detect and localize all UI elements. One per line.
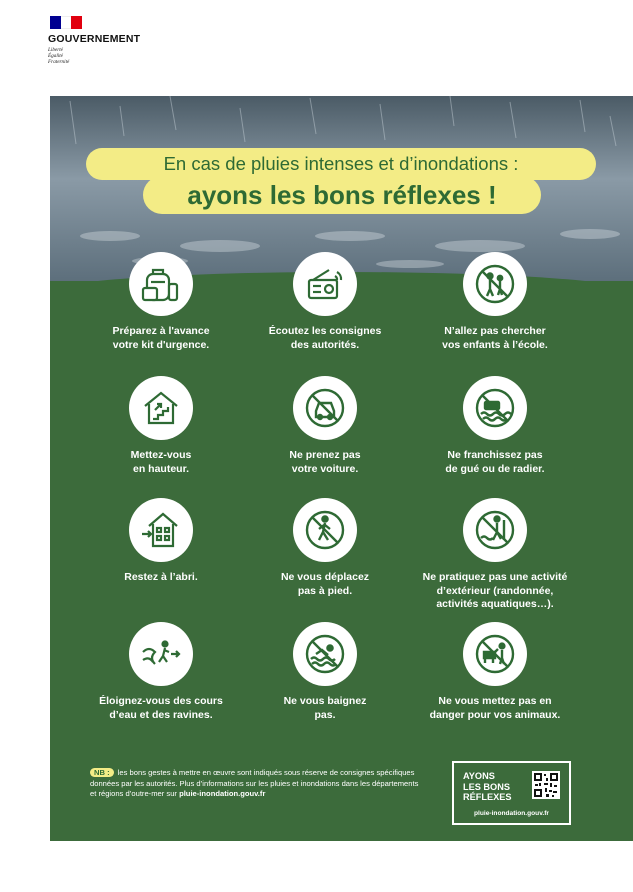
government-logo	[48, 16, 168, 66]
tile-label: Écoutez les consignes des autorités.	[268, 325, 382, 351]
no-animals-rescue-icon	[463, 622, 527, 686]
tile-shelter	[66, 498, 256, 585]
poster	[50, 96, 633, 841]
tile-no-swimming	[230, 622, 420, 722]
tile-label: Ne vous mettez pas en danger pour vos animaux.	[429, 695, 561, 721]
footnote-text: les bons gestes à mettre en œuvre sont indiqués sous réserve de consignes spécifiques données par les autorités. Plus d’informations sur les pluies et inondations dans les départements et régions d’outre-mer sur	[90, 768, 419, 798]
badge-title: AYONS LES BONS RÉFLEXES	[463, 771, 512, 802]
tile-label: Ne pratiquez pas une activité d’extérieur (randonnée, activités aquatiques…).	[422, 571, 568, 610]
tile-label: Éloignez-vous des cours d’eau et des ravines.	[99, 695, 223, 721]
title-line-1: En cas de pluies intenses et d’inondations :	[86, 148, 596, 180]
tile-away-river	[66, 622, 256, 722]
tile-no-ford	[400, 376, 590, 476]
tile-radio	[230, 252, 420, 352]
government-motto: Liberté Égalité Fraternité	[48, 47, 70, 66]
title-line-2: ayons les bons réflexes !	[143, 176, 541, 214]
away-from-river-icon	[129, 622, 193, 686]
tile-label: Ne vous déplacez pas à pied.	[280, 571, 370, 597]
tile-no-children	[400, 252, 590, 352]
shelter-icon	[129, 498, 193, 562]
radio-icon	[293, 252, 357, 316]
tile-no-outdoor	[400, 498, 590, 612]
nb-tag: NB :	[90, 768, 114, 777]
government-name: GOUVERNEMENT	[48, 33, 141, 45]
emergency-kit-icon	[129, 252, 193, 316]
no-walking-icon	[293, 498, 357, 562]
qr-code-icon[interactable]	[532, 771, 560, 799]
no-car-icon	[293, 376, 357, 440]
no-swimming-icon	[293, 622, 357, 686]
no-ford-crossing-icon	[463, 376, 527, 440]
marianne-flag-icon	[50, 16, 82, 29]
no-children-icon	[463, 252, 527, 316]
tile-no-car	[230, 376, 420, 476]
tile-label: Restez à l’abri.	[124, 571, 198, 583]
campaign-badge	[452, 761, 571, 825]
footnote-link[interactable]: pluie-inondation.gouv.fr	[179, 789, 266, 798]
tile-label: Ne vous baignez pas.	[283, 695, 367, 721]
no-outdoor-activity-icon	[463, 498, 527, 562]
tile-no-walking	[230, 498, 420, 598]
footnote	[90, 768, 420, 800]
tile-house-stairs	[66, 376, 256, 476]
tile-label: Mettez-vous en hauteur.	[130, 449, 192, 475]
badge-url[interactable]: pluie-inondation.gouv.fr	[474, 810, 549, 817]
house-stairs-icon	[129, 376, 193, 440]
tile-label: N’allez pas chercher vos enfants à l’école.	[442, 325, 548, 351]
tile-label: Ne franchissez pas de gué ou de radier.	[445, 449, 545, 475]
tile-label: Préparez à l'avance votre kit d'urgence.	[112, 325, 210, 351]
tile-emergency-kit	[66, 252, 256, 352]
tile-label: Ne prenez pas votre voiture.	[289, 449, 361, 475]
tile-no-animals	[400, 622, 590, 722]
